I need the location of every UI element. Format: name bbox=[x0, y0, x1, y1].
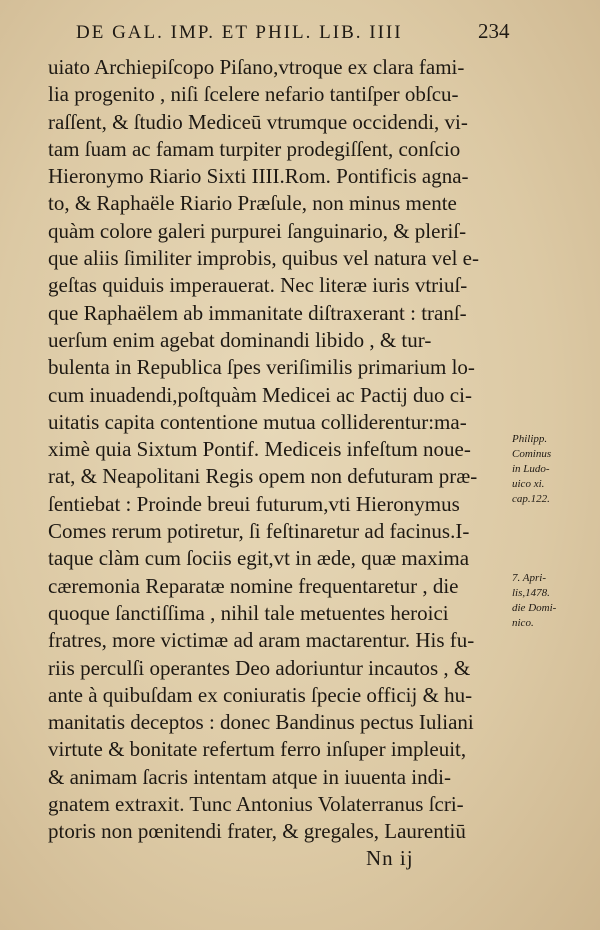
marginal-note-line: in Ludo- bbox=[512, 463, 550, 475]
marginal-note-line: 7. Apri- bbox=[512, 572, 547, 584]
text-line: tam ſuam ac famam turpiter prodegiſſent, conſcio bbox=[48, 136, 461, 161]
text-line: ptoris non pœnitendi frater, & gregales, Laurentiū bbox=[48, 819, 466, 844]
text-line: bulenta in Republica ſpes veriſimilis primarium lo- bbox=[48, 355, 475, 380]
text-line: & animam ſacris intentam atque in iuuenta indi- bbox=[48, 764, 451, 789]
text-line: manitatis deceptos : donec Bandinus pectus Iuliani bbox=[48, 710, 474, 735]
text-line: virtute & bonitate refertum ferro inſuper impleuit, bbox=[48, 737, 467, 762]
text-line: uerſum enim agebat dominandi libido , & tur- bbox=[48, 327, 432, 352]
marginal-notes bbox=[512, 432, 592, 631]
text-line: Comes rerum potiretur, ſi feſtinaretur ad facinus.I- bbox=[48, 519, 470, 544]
text-line: uiato Archiepiſcopo Piſano,vtroque ex clara fami- bbox=[48, 55, 465, 79]
text-line: fratres, more victimæ ad aram mactarentur. His fu- bbox=[48, 628, 475, 653]
main-text-block bbox=[48, 54, 518, 846]
marginal-note-line: Cominus bbox=[512, 448, 552, 460]
text-line: lia progenito , niſi ſcelere nefario tantiſper obſcu- bbox=[48, 82, 459, 107]
text-line: quàm colore galeri purpurei ſanguinario, & pleriſ- bbox=[48, 218, 467, 243]
marginal-note-line: uico xi. bbox=[512, 478, 545, 490]
text-line: que Raphaëlem ab immanitate diſtraxerant : tranſ- bbox=[48, 300, 467, 325]
marginal-note-line: cap.122. bbox=[512, 493, 550, 505]
text-line: cum inuadendi,poſtquàm Medicei ac Pactij duo ci- bbox=[48, 382, 472, 407]
marginal-note-line: nico. bbox=[512, 617, 534, 629]
text-line: rat, & Neapolitani Regis opem non defuturam præ- bbox=[48, 464, 478, 489]
marginal-note-line: die Domi- bbox=[512, 602, 557, 614]
running-title: DE GAL. IMP. ET PHIL. LIB. IIII bbox=[76, 22, 403, 43]
text-line: Hieronymo Riario Sixti IIII.Rom. Pontificis agna- bbox=[48, 164, 469, 189]
marginal-note-line: lis,1478. bbox=[512, 587, 550, 599]
text-line: ximè quia Sixtum Pontif. Mediceis infeſtum noue- bbox=[48, 437, 471, 462]
page-number: 234 bbox=[478, 19, 510, 43]
text-line: que aliis ſimiliter improbis, quibus vel natura vel e- bbox=[48, 246, 479, 271]
text-line: uitatis capita contentione mutua colliderentur:ma- bbox=[48, 409, 467, 434]
text-line: geſtas quiduis imperauerat. Nec literæ iuris vtriuſ- bbox=[48, 273, 468, 298]
text-line: cæremonia Reparatæ nomine frequentaretur , die bbox=[48, 573, 459, 598]
text-line: gnatem extraxit. Tunc Antonius Volaterranus ſcri- bbox=[48, 792, 464, 817]
text-line: taque clàm cum ſociis egit,vt in æde, quæ maxima bbox=[48, 546, 470, 571]
text-line: quoque ſanctiſſima , nihil tale metuentes heroici bbox=[48, 600, 449, 625]
text-line: to, & Raphaële Riario Præſule, non minus mente bbox=[48, 191, 457, 216]
marginal-note-line: Philipp. bbox=[512, 433, 548, 445]
text-line: ante à quibuſdam ex coniuratis ſpecie officij & hu- bbox=[48, 682, 473, 707]
running-head bbox=[0, 16, 600, 56]
text-line: raſſent, & ſtudio Mediceū vtrumque occidendi, vi- bbox=[48, 109, 468, 134]
text-line: riis perculſi operantes Deo adoriuntur incautos , & bbox=[48, 655, 471, 680]
text-line: ſentiebat : Proinde breui futurum,vti Hieronymus bbox=[48, 491, 460, 516]
signature-mark: Nn ij bbox=[366, 846, 414, 870]
